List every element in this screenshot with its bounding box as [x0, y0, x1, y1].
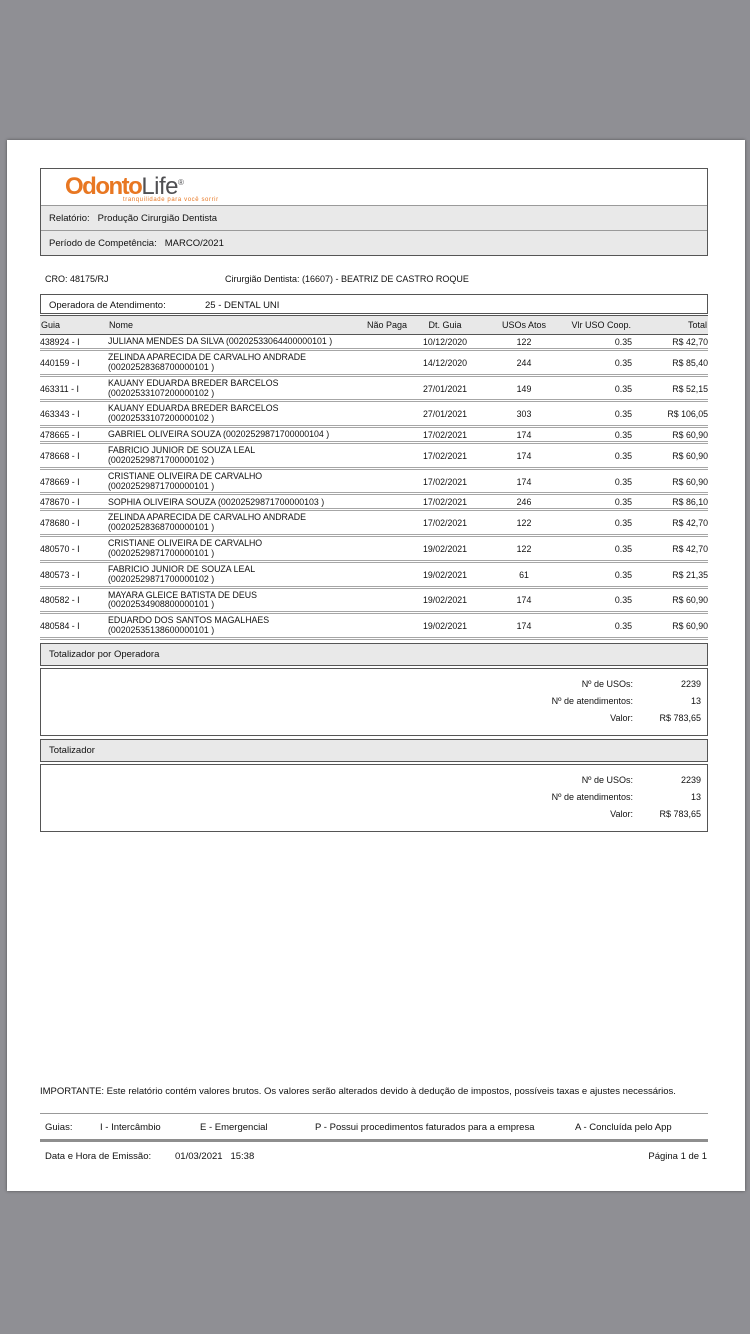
- dt-guia-cell: 19/02/2021: [408, 587, 482, 613]
- dt-guia-cell: 17/02/2021: [408, 468, 482, 494]
- patient-name: KAUANY EDUARDA BREDER BARCELOS: [108, 403, 279, 414]
- registered-mark: ®: [178, 178, 184, 187]
- col-header-guia: Guia: [40, 316, 108, 335]
- legend-concluida-app: A - Concluída pelo App: [575, 1122, 672, 1133]
- patient-code: (00202533107200000102 ): [108, 387, 215, 398]
- valor-value: R$ 783,65: [659, 809, 701, 820]
- dt-guia-cell: 19/02/2021: [408, 561, 482, 587]
- usos-value: 2239: [680, 775, 701, 786]
- table-row: [40, 443, 708, 469]
- table-row: [40, 427, 708, 443]
- patient-code: (00202528368700000101 ): [108, 361, 215, 372]
- vlr-cell: 0.35: [566, 427, 632, 443]
- emission-label: Data e Hora de Emissão:: [45, 1151, 152, 1162]
- nao-paga-cell: [340, 494, 408, 510]
- guia-cell: 463311 - I: [40, 375, 108, 401]
- valor-label: Valor:: [610, 809, 633, 820]
- table-row: [40, 401, 708, 427]
- total-cell: R$ 85,40: [632, 350, 708, 376]
- page-number: Página 1 de 1: [648, 1151, 707, 1162]
- page-content: [40, 140, 708, 832]
- patient-name: KAUANY EDUARDA BREDER BARCELOS: [108, 377, 279, 388]
- total-cell: R$ 42,70: [632, 536, 708, 562]
- table-row: [40, 510, 708, 536]
- table-row: [40, 613, 708, 639]
- dentist-row: [40, 274, 708, 286]
- dt-guia-cell: 17/02/2021: [408, 443, 482, 469]
- important-note: IMPORTANTE: Este relatório contém valores brutos. Os valores serão alterados devido à dedução de impostos, possíveis taxas e ajustes necessários.: [40, 1086, 676, 1097]
- table-row: [40, 494, 708, 510]
- odontolife-logo: [65, 175, 184, 199]
- nao-paga-cell: [340, 375, 408, 401]
- patient-name: SOPHIA OLIVEIRA SOUZA (00202529871700000103 ): [108, 496, 325, 507]
- legend-faturados: P - Possui procedimentos faturados para a empresa: [315, 1122, 535, 1133]
- name-cell: [108, 427, 340, 443]
- operadora-label: Operadora de Atendimento:: [49, 300, 166, 311]
- usos-cell: 122: [482, 510, 566, 536]
- patient-code: (00202535138600000101 ): [108, 625, 215, 636]
- report-header-box: [40, 168, 708, 256]
- legend-emergencial: E - Emergencial: [200, 1122, 268, 1133]
- total-cell: R$ 86,10: [632, 494, 708, 510]
- nao-paga-cell: [340, 587, 408, 613]
- total-cell: R$ 42,70: [632, 335, 708, 350]
- total-cell: R$ 60,90: [632, 613, 708, 639]
- dt-guia-cell: 19/02/2021: [408, 613, 482, 639]
- guia-cell: 480573 - I: [40, 561, 108, 587]
- guia-cell: 478669 - I: [40, 468, 108, 494]
- patient-name: FABRICIO JUNIOR DE SOUZA LEAL: [108, 445, 256, 456]
- relatorio-row: [41, 205, 707, 230]
- total-cell: R$ 60,90: [632, 443, 708, 469]
- guias-label: Guias:: [45, 1122, 73, 1133]
- patient-name: MAYARA GLEICE BATISTA DE DEUS: [108, 589, 257, 600]
- atendimentos-line: [47, 693, 701, 710]
- vlr-cell: 0.35: [566, 375, 632, 401]
- vlr-cell: 0.35: [566, 443, 632, 469]
- dt-guia-cell: 27/01/2021: [408, 375, 482, 401]
- patient-name: CRISTIANE OLIVEIRA DE CARVALHO: [108, 538, 263, 549]
- vlr-cell: 0.35: [566, 401, 632, 427]
- usos-cell: 174: [482, 427, 566, 443]
- usos-cell: 174: [482, 587, 566, 613]
- name-cell: [108, 561, 340, 587]
- name-cell: [108, 536, 340, 562]
- usos-cell: 174: [482, 468, 566, 494]
- total-cell: R$ 60,90: [632, 427, 708, 443]
- periodo-label: Período de Competência:: [49, 238, 157, 249]
- dt-guia-cell: 17/02/2021: [408, 427, 482, 443]
- usos-label: Nº de USOs:: [581, 679, 633, 690]
- dt-guia-cell: 10/12/2020: [408, 335, 482, 350]
- name-cell: [108, 587, 340, 613]
- guia-cell: 478668 - I: [40, 443, 108, 469]
- name-cell: [108, 494, 340, 510]
- nao-paga-cell: [340, 350, 408, 376]
- table-row: [40, 335, 708, 350]
- total-cell: R$ 60,90: [632, 468, 708, 494]
- table-row: [40, 561, 708, 587]
- table-row: [40, 350, 708, 376]
- usos-line: [47, 772, 701, 789]
- dt-guia-cell: 17/02/2021: [408, 494, 482, 510]
- dt-guia-cell: 17/02/2021: [408, 510, 482, 536]
- legend-intercambio: I - Intercâmbio: [100, 1122, 161, 1133]
- nao-paga-cell: [340, 613, 408, 639]
- total-cell: R$ 106,05: [632, 401, 708, 427]
- logo-odonto-text: Odonto: [65, 173, 142, 200]
- patient-code: (00202533107200000102 ): [108, 413, 215, 424]
- nao-paga-cell: [340, 536, 408, 562]
- vlr-cell: 0.35: [566, 613, 632, 639]
- col-header-vlr-uso: Vlr USO Coop.: [566, 316, 632, 335]
- patient-name: FABRICIO JUNIOR DE SOUZA LEAL: [108, 563, 256, 574]
- patient-name: EDUARDO DOS SANTOS MAGALHAES: [108, 615, 270, 626]
- patient-code: (00202529871700000101 ): [108, 547, 215, 558]
- usos-cell: 122: [482, 536, 566, 562]
- guia-cell: 478665 - I: [40, 427, 108, 443]
- table-row: [40, 536, 708, 562]
- table-row: [40, 375, 708, 401]
- patient-name: CRISTIANE OLIVEIRA DE CARVALHO: [108, 470, 263, 481]
- nao-paga-cell: [340, 335, 408, 350]
- atendimentos-value: 13: [690, 792, 701, 803]
- guia-cell: 478680 - I: [40, 510, 108, 536]
- document-page: [7, 140, 745, 1191]
- header-row: [40, 316, 708, 335]
- name-cell: [108, 468, 340, 494]
- vlr-cell: 0.35: [566, 510, 632, 536]
- logo-tagline: tranquilidade para você sorrir: [123, 197, 219, 203]
- patient-code: (00202528368700000101 ): [108, 522, 215, 533]
- name-cell: [108, 510, 340, 536]
- name-cell: [108, 375, 340, 401]
- atendimentos-line: [47, 789, 701, 806]
- nao-paga-cell: [340, 427, 408, 443]
- valor-label: Valor:: [610, 713, 633, 724]
- nao-paga-cell: [340, 510, 408, 536]
- nao-paga-cell: [340, 561, 408, 587]
- logo-row: [41, 169, 707, 205]
- vlr-cell: 0.35: [566, 536, 632, 562]
- usos-cell: 174: [482, 443, 566, 469]
- total-cell: R$ 60,90: [632, 587, 708, 613]
- atendimentos-value: 13: [690, 696, 701, 707]
- cro-value: 48175/RJ: [70, 274, 109, 284]
- vlr-cell: 0.35: [566, 335, 632, 350]
- relatorio-label: Relatório:: [49, 213, 90, 224]
- valor-line: [47, 806, 701, 823]
- usos-cell: 149: [482, 375, 566, 401]
- vlr-cell: 0.35: [566, 350, 632, 376]
- col-header-nao-paga: Não Paga: [340, 316, 408, 335]
- periodo-value: MARCO/2021: [164, 238, 224, 249]
- guia-cell: 480582 - I: [40, 587, 108, 613]
- relatorio-value: Produção Cirurgião Dentista: [97, 213, 218, 224]
- patient-name: GABRIEL OLIVEIRA SOUZA (00202529871700000104 ): [108, 429, 330, 440]
- nao-paga-cell: [340, 468, 408, 494]
- patient-name: ZELINDA APARECIDA DE CARVALHO ANDRADE: [108, 512, 306, 523]
- cro-label: CRO:: [45, 274, 68, 284]
- dt-guia-cell: 27/01/2021: [408, 401, 482, 427]
- patient-name: ZELINDA APARECIDA DE CARVALHO ANDRADE: [108, 352, 306, 362]
- total-cell: R$ 21,35: [632, 561, 708, 587]
- col-header-dt-guia: Dt. Guia: [408, 316, 482, 335]
- guides-table-body: [40, 335, 708, 639]
- guia-cell: 480584 - I: [40, 613, 108, 639]
- totalizador-header: Totalizador: [40, 739, 708, 762]
- patient-code: (00202529871700000102 ): [108, 454, 215, 465]
- name-cell: [108, 401, 340, 427]
- logo-life-text: Life: [141, 173, 179, 200]
- usos-cell: 303: [482, 401, 566, 427]
- periodo-row: [41, 230, 707, 255]
- atendimentos-label: Nº de atendimentos:: [551, 792, 633, 803]
- usos-cell: 61: [482, 561, 566, 587]
- totalizador-operadora-body: [40, 668, 708, 736]
- usos-cell: 174: [482, 613, 566, 639]
- col-header-nome: Nome: [108, 316, 340, 335]
- dt-guia-cell: 14/12/2020: [408, 350, 482, 376]
- atendimentos-label: Nº de atendimentos:: [551, 696, 633, 707]
- emission-datetime: 01/03/2021 15:38: [175, 1151, 255, 1162]
- guides-table-header: [40, 316, 708, 335]
- name-cell: [108, 350, 340, 376]
- patient-name: JULIANA MENDES DA SILVA (00202533064400000101 ): [108, 336, 333, 347]
- patient-code: (00202529871700000102 ): [108, 573, 215, 584]
- valor-value: R$ 783,65: [659, 713, 701, 724]
- emission-row: [40, 1151, 708, 1163]
- dt-guia-cell: 19/02/2021: [408, 536, 482, 562]
- vlr-cell: 0.35: [566, 468, 632, 494]
- total-cell: R$ 42,70: [632, 510, 708, 536]
- usos-label: Nº de USOs:: [581, 775, 633, 786]
- dentist-name: Cirurgião Dentista: (16607) - BEATRIZ DE CASTRO ROQUE: [225, 274, 469, 284]
- total-cell: R$ 52,15: [632, 375, 708, 401]
- table-row: [40, 587, 708, 613]
- patient-code: (00202529871700000101 ): [108, 480, 215, 491]
- guides-table: [40, 315, 708, 640]
- guia-cell: 480570 - I: [40, 536, 108, 562]
- nao-paga-cell: [340, 401, 408, 427]
- vlr-cell: 0.35: [566, 587, 632, 613]
- name-cell: [108, 613, 340, 639]
- operadora-box: [40, 294, 708, 314]
- table-row: [40, 468, 708, 494]
- operadora-value: 25 - DENTAL UNI: [205, 300, 280, 311]
- valor-line: [47, 710, 701, 727]
- name-cell: [108, 335, 340, 350]
- usos-line: [47, 676, 701, 693]
- guias-legend-row: [40, 1113, 708, 1142]
- vlr-cell: 0.35: [566, 494, 632, 510]
- nao-paga-cell: [340, 443, 408, 469]
- totalizador-operadora-header: Totalizador por Operadora: [40, 643, 708, 666]
- guia-cell: 440159 - I: [40, 350, 108, 376]
- col-header-total: Total: [632, 316, 708, 335]
- usos-cell: 246: [482, 494, 566, 510]
- usos-cell: 122: [482, 335, 566, 350]
- guia-cell: 478670 - I: [40, 494, 108, 510]
- guia-cell: 438924 - I: [40, 335, 108, 350]
- guia-cell: 463343 - I: [40, 401, 108, 427]
- patient-code: (00202534908800000101 ): [108, 599, 215, 610]
- col-header-usos-atos: USOs Atos: [482, 316, 566, 335]
- totalizador-body: [40, 764, 708, 832]
- vlr-cell: 0.35: [566, 561, 632, 587]
- name-cell: [108, 443, 340, 469]
- usos-cell: 244: [482, 350, 566, 376]
- usos-value: 2239: [680, 679, 701, 690]
